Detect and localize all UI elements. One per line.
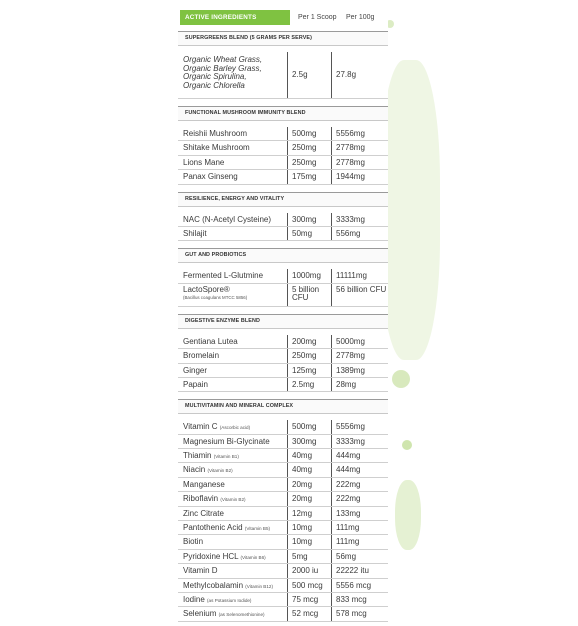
per-100g-value: 5000mg	[331, 335, 388, 348]
ingredient-name-text: Vitamin C	[183, 422, 218, 432]
ingredient-name	[178, 550, 287, 563]
ingredient-row	[178, 335, 388, 349]
ingredient-row	[178, 535, 388, 549]
ingredient-name-text: Fermented L-Glutmine	[183, 271, 264, 281]
per-100g-value: 56 billion CFU	[331, 284, 388, 306]
per-scoop-value: 10mg	[287, 535, 331, 548]
ingredient-name-text: Niacin	[183, 465, 206, 475]
ingredient-name	[178, 227, 287, 240]
per-scoop-value: 500mg	[287, 127, 331, 140]
ingredient-section	[178, 314, 388, 397]
ingredient-row	[178, 269, 388, 283]
per-100g-value: 28mg	[331, 378, 388, 391]
ingredient-row	[178, 52, 388, 99]
ingredient-name	[178, 607, 287, 620]
ingredient-row	[178, 478, 388, 492]
ingredient-row	[178, 284, 388, 307]
ingredient-name	[178, 213, 287, 226]
per-scoop-value: 10mg	[287, 521, 331, 534]
green-droplet-decoration	[402, 440, 412, 450]
per-100g-value: 1389mg	[331, 364, 388, 377]
per-scoop-value: 40mg	[287, 449, 331, 462]
per-scoop-value: 125mg	[287, 364, 331, 377]
per-scoop-value: 20mg	[287, 492, 331, 505]
column-header-per-scoop: Per 1 Scoop	[298, 14, 337, 21]
section-title: RESILIENCE, ENERGY AND VITALITY	[178, 193, 388, 207]
per-100g-value: 133mg	[331, 507, 388, 520]
per-100g-value: 27.8g	[331, 52, 388, 98]
per-100g-value: 111mg	[331, 535, 388, 548]
ingredient-name-text: Iodine	[183, 594, 205, 604]
ingredient-name	[178, 463, 287, 476]
ingredient-note: (Vitamin B5)	[244, 526, 271, 532]
ingredient-name-text: Biotin	[183, 537, 204, 547]
per-scoop-value: 250mg	[287, 141, 331, 154]
ingredient-name-text: Bromelain	[183, 351, 220, 361]
ingredient-note: (Ascorbic acid)	[219, 425, 251, 431]
per-scoop-value: 40mg	[287, 463, 331, 476]
ingredient-name-text: Zinc Citrate	[183, 508, 224, 518]
per-scoop-value: 50mg	[287, 227, 331, 240]
per-scoop-value: 300mg	[287, 213, 331, 226]
ingredient-name	[178, 579, 287, 592]
ingredient-name-text: Panax Ginseng	[183, 172, 238, 182]
green-droplet-decoration	[392, 370, 410, 388]
ingredient-note: (Vitamin B2)	[207, 468, 233, 474]
ingredient-row	[178, 378, 388, 392]
ingredient-name	[178, 478, 287, 491]
ingredient-row	[178, 170, 388, 184]
green-splash-decoration	[380, 60, 440, 360]
ingredient-name-text: Manganese	[183, 479, 225, 489]
per-scoop-value: 300mg	[287, 435, 331, 448]
ingredient-name-text: Lions Mane	[183, 157, 225, 167]
ingredient-row	[178, 449, 388, 463]
ingredient-name-text: Magnesium Bi-Glycinate	[183, 436, 270, 446]
per-100g-value: 833 mcg	[331, 593, 388, 606]
ingredient-note: (Vitamin B1)	[213, 454, 239, 460]
ingredient-row	[178, 564, 388, 578]
ingredient-name-text: Ginger	[183, 365, 208, 375]
ingredient-sections	[178, 31, 388, 626]
ingredient-row	[178, 156, 388, 170]
ingredient-name	[178, 170, 287, 183]
column-header-per-100g: Per 100g	[346, 14, 375, 21]
per-100g-value: 22222 itu	[331, 564, 388, 577]
table-header	[178, 6, 388, 28]
ingredient-name-text: Pantothenic Acid	[183, 523, 243, 533]
ingredient-name	[178, 378, 287, 391]
ingredient-name-text: Gentiana Lutea	[183, 336, 238, 346]
ingredient-row	[178, 213, 388, 227]
ingredient-name-text: Pyridoxine HCL	[183, 551, 239, 561]
ingredient-name	[178, 127, 287, 140]
per-scoop-value: 2000 iu	[287, 564, 331, 577]
per-100g-value: 11111mg	[331, 269, 388, 282]
ingredient-section	[178, 248, 388, 310]
ingredient-row	[178, 593, 388, 607]
ingredient-name-text: Organic Wheat Grass, Organic Barley Grass, Organic Spirulina, Organic Chlorella	[183, 55, 263, 90]
per-100g-value: 444mg	[331, 463, 388, 476]
section-title: FUNCTIONAL MUSHROOM IMMUNITY BLEND	[178, 107, 388, 121]
ingredient-name	[178, 521, 287, 534]
ingredient-row	[178, 141, 388, 155]
per-100g-value: 2778mg	[331, 349, 388, 362]
per-100g-value: 2778mg	[331, 156, 388, 169]
ingredient-row	[178, 507, 388, 521]
ingredient-row	[178, 364, 388, 378]
ingredient-row	[178, 127, 388, 141]
per-100g-value: 222mg	[331, 492, 388, 505]
ingredient-name	[178, 449, 287, 462]
ingredient-name-text: LactoSpore®	[183, 284, 230, 294]
ingredient-name	[178, 593, 287, 606]
ingredient-name	[178, 564, 287, 577]
per-scoop-value: 5 billion CFU	[287, 284, 331, 306]
section-title: GUT AND PROBIOTICS	[178, 249, 388, 263]
ingredient-name-text: Selenium	[183, 609, 217, 619]
ingredient-name	[178, 349, 287, 362]
per-100g-value: 1944mg	[331, 170, 388, 183]
per-scoop-value: 175mg	[287, 170, 331, 183]
per-scoop-value: 200mg	[287, 335, 331, 348]
per-100g-value: 3333mg	[331, 435, 388, 448]
ingredient-section	[178, 106, 388, 189]
ingredient-section	[178, 31, 388, 103]
ingredient-row	[178, 349, 388, 363]
ingredient-row	[178, 492, 388, 506]
ingredient-name-text: NAC (N-Acetyl Cysteine)	[183, 214, 272, 224]
per-scoop-value: 2.5g	[287, 52, 331, 98]
per-100g-value: 56mg	[331, 550, 388, 563]
per-100g-value: 111mg	[331, 521, 388, 534]
green-splash-decoration	[395, 480, 421, 550]
active-ingredients-label: ACTIVE INGREDIENTS	[180, 10, 290, 25]
per-100g-value: 5556mg	[331, 127, 388, 140]
ingredient-row	[178, 521, 388, 535]
ingredient-name-text: Papain	[183, 379, 208, 389]
ingredient-name-text: Methylcobalamin	[183, 580, 244, 590]
per-100g-value: 3333mg	[331, 213, 388, 226]
ingredient-row	[178, 435, 388, 449]
per-100g-value: 2778mg	[331, 141, 388, 154]
ingredient-name	[178, 364, 287, 377]
ingredient-row	[178, 463, 388, 477]
per-100g-value: 5556 mcg	[331, 579, 388, 592]
ingredient-note: (Vitamin B12)	[245, 583, 274, 589]
ingredient-name-text: Shitake Mushroom	[183, 143, 250, 153]
per-scoop-value: 20mg	[287, 478, 331, 491]
ingredient-name	[178, 156, 287, 169]
ingredient-note: (as Potassium Iodide)	[207, 597, 252, 603]
per-scoop-value: 52 mcg	[287, 607, 331, 620]
ingredient-subtext: (Bacillus coagulans MTCC 5856)	[183, 294, 248, 300]
ingredient-note: (Vitamin B6)	[240, 554, 266, 560]
ingredient-row	[178, 550, 388, 564]
ingredient-row	[178, 607, 388, 621]
ingredient-name	[178, 284, 287, 306]
ingredient-name	[178, 420, 287, 433]
section-title: DIGESTIVE ENZYME BLEND	[178, 315, 388, 329]
ingredient-name-text: Reishii Mushroom	[183, 129, 248, 138]
ingredient-note: (as Selenomethionine)	[218, 612, 265, 618]
per-scoop-value: 2.5mg	[287, 378, 331, 391]
ingredient-name	[178, 492, 287, 505]
per-scoop-value: 500 mcg	[287, 579, 331, 592]
ingredient-name	[178, 141, 287, 154]
ingredient-name	[178, 269, 287, 282]
per-100g-value: 5556mg	[331, 420, 388, 433]
ingredient-section	[178, 192, 388, 246]
ingredient-name	[178, 435, 287, 448]
ingredient-name	[178, 535, 287, 548]
section-title: MULTIVITAMIN AND MINERAL COMPLEX	[178, 400, 388, 414]
ingredient-row	[178, 227, 388, 241]
ingredient-section	[178, 399, 388, 625]
per-scoop-value: 12mg	[287, 507, 331, 520]
ingredient-name-text: Thiamin	[183, 451, 212, 461]
per-scoop-value: 1000mg	[287, 269, 331, 282]
ingredient-name-text: Vitamin D	[183, 566, 218, 576]
per-scoop-value: 250mg	[287, 349, 331, 362]
per-scoop-value: 250mg	[287, 156, 331, 169]
per-100g-value: 556mg	[331, 227, 388, 240]
ingredient-note: (Vitamin B2)	[220, 497, 246, 503]
ingredient-row	[178, 579, 388, 593]
ingredient-row	[178, 420, 388, 434]
ingredients-panel	[178, 6, 388, 619]
ingredient-name	[178, 507, 287, 520]
per-100g-value: 444mg	[331, 449, 388, 462]
per-100g-value: 222mg	[331, 478, 388, 491]
ingredient-name	[178, 335, 287, 348]
section-title: SUPERGREENS BLEND (5 GRAMS PER SERVE)	[178, 32, 388, 46]
ingredient-name-text: Shilajit	[183, 228, 207, 238]
per-scoop-value: 75 mcg	[287, 593, 331, 606]
per-scoop-value: 5mg	[287, 550, 331, 563]
per-100g-value: 578 mcg	[331, 607, 388, 620]
ingredient-name-text: Riboflavin	[183, 494, 219, 504]
per-scoop-value: 500mg	[287, 420, 331, 433]
ingredient-name	[178, 52, 287, 98]
